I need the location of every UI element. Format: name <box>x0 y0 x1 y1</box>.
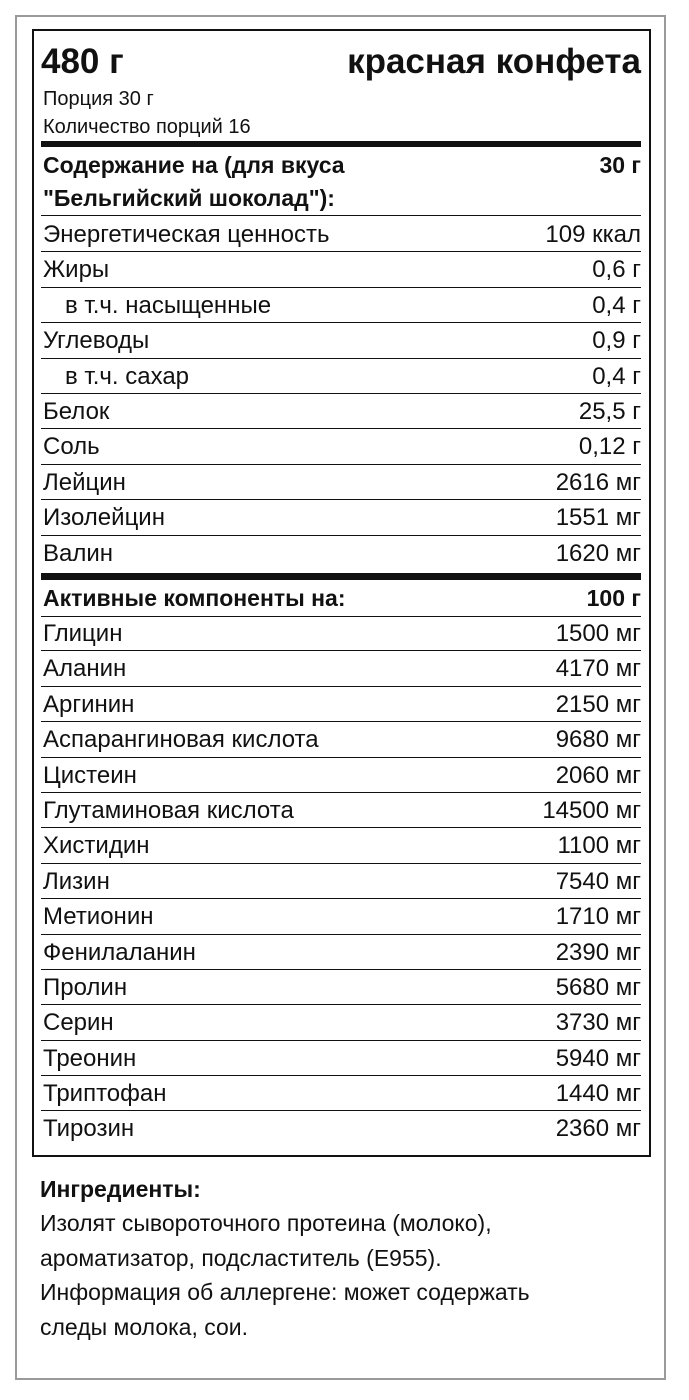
row-label: Аланин <box>43 655 127 683</box>
row-label: Белок <box>43 397 110 425</box>
table-row <box>41 970 641 1005</box>
table-row <box>41 1076 641 1111</box>
row-value: 7540 мг <box>555 867 641 895</box>
table-row <box>41 899 641 934</box>
table-row <box>41 536 641 571</box>
package-weight: 480 г <box>41 42 124 81</box>
row-label: Глицин <box>43 620 123 647</box>
active-title-row <box>41 582 641 617</box>
row-label: Цистеин <box>43 761 137 789</box>
table-row <box>41 323 641 358</box>
table-row <box>41 722 641 757</box>
row-value: 2390 мг <box>555 938 641 966</box>
row-label: Треонин <box>43 1044 137 1072</box>
row-label: Триптофан <box>43 1080 167 1108</box>
row-value: 14500 мг <box>542 796 641 824</box>
table-row <box>41 864 641 899</box>
row-label: Пролин <box>43 973 128 1001</box>
table-row <box>41 465 641 500</box>
row-value: 9680 мг <box>555 726 641 754</box>
nutrition-serving-amount: 30 г <box>599 152 641 178</box>
row-value: 1710 мг <box>555 903 641 931</box>
row-value: 1440 мг <box>555 1080 641 1108</box>
table-row <box>41 1005 641 1040</box>
row-value: 4170 мг <box>555 655 641 683</box>
row-label: Изолейцин <box>43 504 165 532</box>
row-label: Лизин <box>43 867 110 895</box>
table-row <box>41 394 641 429</box>
thick-divider-middle <box>41 573 641 580</box>
nutrition-title-row <box>41 149 641 182</box>
active-components-table <box>41 616 641 1147</box>
row-label: Аргинин <box>43 690 135 718</box>
row-value: 2360 мг <box>555 1115 641 1143</box>
table-row <box>41 828 641 863</box>
table-row <box>41 217 641 252</box>
table-row <box>41 616 641 651</box>
row-label: Хистидин <box>43 832 150 860</box>
row-label: Глутаминовая кислота <box>43 796 294 824</box>
table-row <box>41 1111 641 1146</box>
row-label: Тирозин <box>43 1115 135 1143</box>
table-row <box>41 288 641 323</box>
row-value: 0,4 г <box>592 291 641 319</box>
table-row <box>41 252 641 287</box>
row-label: в т.ч. насыщенные <box>65 291 272 319</box>
allergen-line: Информация об аллергене: может содержать <box>40 1279 530 1306</box>
servings-count: Количество порций 16 <box>43 116 251 138</box>
row-value: 1551 мг <box>555 504 641 532</box>
table-row <box>41 500 641 535</box>
row-value: 0,9 г <box>592 327 641 355</box>
allergen-line: следы молока, сои. <box>40 1313 249 1340</box>
row-value: 2060 мг <box>555 761 641 789</box>
table-row <box>41 359 641 394</box>
table-row <box>41 935 641 970</box>
row-label: Жиры <box>43 256 110 284</box>
row-label: Лейцин <box>43 468 126 496</box>
row-value: 0,4 г <box>592 362 641 390</box>
row-value: 1500 мг <box>555 620 641 647</box>
active-title: Активные компоненты на: <box>43 585 346 611</box>
row-value: 1100 мг <box>557 832 641 860</box>
row-value: 2150 мг <box>555 690 641 718</box>
row-value: 2616 мг <box>555 468 641 496</box>
table-row <box>41 687 641 722</box>
portion-size: Порция 30 г <box>43 88 154 110</box>
ingredients-line: ароматизатор, подсластитель (Е955). <box>40 1244 442 1271</box>
table-row <box>41 758 641 793</box>
table-row <box>41 429 641 464</box>
row-value: 5680 мг <box>555 973 641 1001</box>
row-label: Серин <box>43 1009 114 1037</box>
row-label: в т.ч. сахар <box>65 362 190 390</box>
flavor-name: красная конфета <box>347 42 641 81</box>
row-label: Фенилаланин <box>43 938 196 966</box>
active-amount: 100 г <box>586 585 641 611</box>
thick-divider-top <box>41 141 641 147</box>
nutrition-title-line1: Содержание на (для вкуса <box>43 152 345 178</box>
nutrition-title-line2: "Бельгийский шоколад"): <box>43 185 335 211</box>
row-value: 25,5 г <box>578 397 641 425</box>
nutrition-title-row-2 <box>41 182 641 216</box>
row-label: Аспарангиновая кислота <box>43 726 319 754</box>
row-value: 1620 мг <box>555 539 641 567</box>
table-row <box>41 1041 641 1076</box>
row-label: Валин <box>43 539 114 567</box>
row-label: Углеводы <box>43 327 150 355</box>
row-value: 3730 мг <box>555 1009 641 1037</box>
ingredients-title: Ингредиенты: <box>40 1176 201 1202</box>
label-header <box>41 40 641 84</box>
row-value: 0,12 г <box>578 433 641 461</box>
ingredients-section <box>40 1172 655 1344</box>
row-label: Метионин <box>43 903 154 931</box>
row-label: Соль <box>43 433 100 461</box>
row-label: Энергетическая ценность <box>43 221 330 248</box>
row-value: 0,6 г <box>592 256 641 284</box>
row-value: 109 ккал <box>545 221 641 248</box>
table-row <box>41 651 641 686</box>
nutrition-table <box>41 217 641 571</box>
ingredients-line: Изолят сывороточного протеина (молоко), <box>40 1210 492 1236</box>
row-value: 5940 мг <box>555 1044 641 1072</box>
table-row <box>41 793 641 828</box>
